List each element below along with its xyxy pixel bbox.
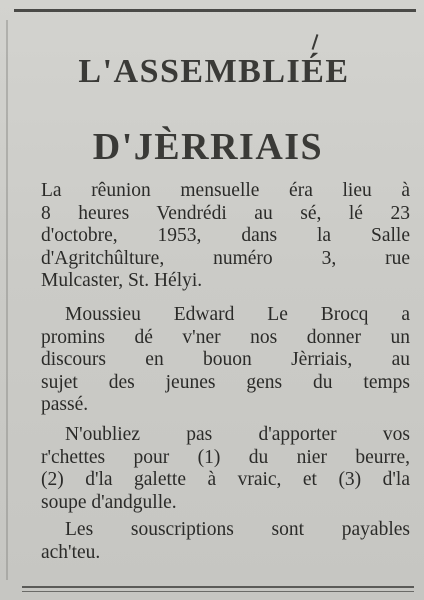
bottom-rule <box>22 586 414 588</box>
accent-mark <box>312 34 319 50</box>
paragraph-2 <box>41 304 410 417</box>
paragraph-1 <box>41 180 410 293</box>
text-line: (2) d'la galette à vraic, et (3) d'la <box>41 469 410 490</box>
page-edge <box>6 20 8 580</box>
text-line: ach'teu. <box>41 541 101 563</box>
headline-line-1: L'ASSEMBLIÉE <box>78 53 350 90</box>
paragraph-3 <box>41 424 410 514</box>
text-line: sujet des jeunes gens du temps <box>41 371 410 393</box>
top-rule <box>14 9 416 12</box>
text-line: d'Agritchûlture, numéro 3, rue <box>41 247 410 269</box>
text-line: promins dé v'ner nos donner un <box>41 326 410 348</box>
text-line: Les souscriptions sont payables <box>65 519 410 540</box>
text-line: Moussieu Edward Le Brocq a <box>65 304 410 325</box>
text-line: La rêunion mensuelle éra lieu à <box>41 180 410 201</box>
text-line: r'chettes pour (1) du nier beurre, <box>41 446 410 468</box>
text-line: 8 heures Vendrédi au sé, lé 23 <box>41 202 410 224</box>
text-line: N'oubliez pas d'apporter vos <box>65 424 410 445</box>
text-line: discours en bouon Jèrriais, au <box>41 349 410 370</box>
paragraph-4 <box>41 519 410 564</box>
headline-line-2: D'JÈRRIAIS <box>92 126 324 168</box>
text-line: soupe d'andgulle. <box>41 491 177 513</box>
bottom-rule-thin <box>22 591 414 592</box>
text-line: Mulcaster, St. Hélyi. <box>41 270 203 291</box>
text-line: passé. <box>41 394 89 415</box>
text-line: d'octobre, 1953, dans la Salle <box>41 225 410 246</box>
